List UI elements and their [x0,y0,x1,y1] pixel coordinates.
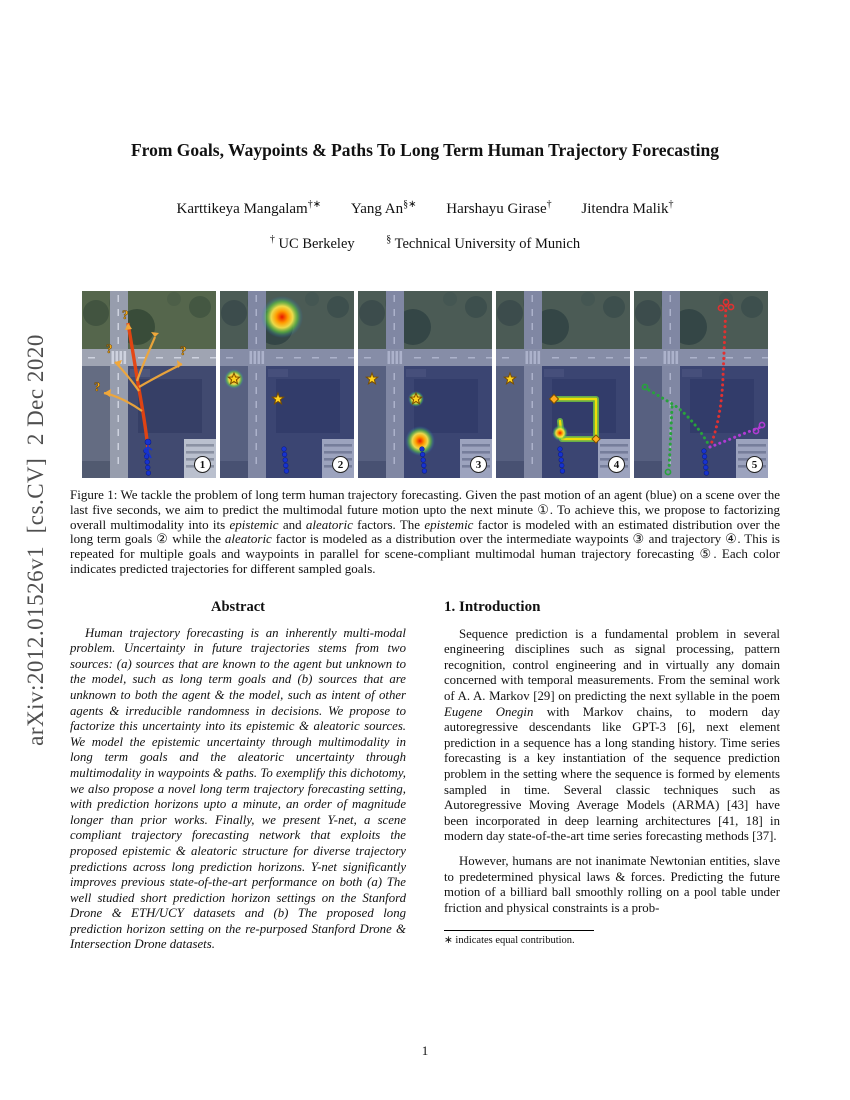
figure-panel-number: 1 [194,456,211,473]
figure-panel-3 [358,291,492,478]
author-name: Jitendra Malik [581,201,669,217]
figure-panel-2 [220,291,354,478]
author [177,201,322,217]
svg-text:?: ? [122,307,129,322]
affiliation [386,236,580,252]
figure-caption: Figure 1: We tackle the problem of long term human trajectory forecasting. Given the past motion of an agent (blue) on a scene over the last five seconds, we aim to predict the multimodal future motion upto the next minute ①. To achieve this, we propose to factorizing overall multimodality into its epistemic and aleatoric factors. The epistemic factor is modeled with an estimated distribution over the long term goals ② while the aleatoric factor is modeled as a distribution over the intermediate waypoints ③ and trajectory ④. This is repeated for multiple goals and waypoints in parallel for scene-compliant multimodal human trajectory forecasting ⑤. Each color indicates predicted trajectories for different sampled goals. [70,487,780,576]
author-name: Harshayu Girase [446,201,547,217]
abstract-text: Human trajectory forecasting is an inherently multi-modal problem. Uncertainty in future trajectories stems from two sources: (a) sources that are known to the agent but unknown to the model, such as long term goals and (b) sources that are unknown to both the agent & the model, such as intent of other agents & irreducible randomness in decisions. We propose to factorize this uncertainty into its epistemic & aleatoric sources. We model the epistemic uncertainty through multimodality in long term goals and the aleatoric uncertainty through multimodality in waypoints & paths. To exemplify this dichotomy, we also propose a novel long term trajectory forecasting setting, with prediction horizons upto a minute, an order of magnitude longer than prior works. Finally, we present Y-net, a scene compliant trajectory forecasting network that exploits the proposed epistemic & aleatoric structure for diverse trajectory predictions across long prediction horizons. Y-net significantly improves previous state-of-the-art performance on both (a) The well studied short prediction horizon settings on the Stanford Drone & ETH/UCY datasets and (b) The proposed long prediction horizon setting on the re-purposed Stanford Drone & Intersection Drone datasets. [70,625,406,952]
introduction-heading: 1. Introduction [444,599,541,615]
author-name: Karttikeya Mangalam [176,201,308,217]
affiliation-line [60,234,790,253]
figure-panel-4 [496,291,630,478]
affiliation-name: UC Berkeley [278,235,355,252]
arxiv-watermark: arXiv:2012.01526v1 [cs.CV] 2 Dec 2020 [23,334,48,746]
aerial-scene-trajectory-distribution-graphic [496,291,630,478]
aerial-scene-multimodal-trajectories-graphic [634,291,768,478]
author-mark: † [546,199,552,210]
author-mark: §∗ [403,199,417,210]
figure-panel-5 [634,291,768,478]
aerial-scene-waypoint-distribution-graphic [358,291,492,478]
svg-text:?: ? [94,379,101,394]
author [581,201,673,217]
author-name: Yang An [350,201,404,217]
author [446,201,551,217]
figure-panel-number: 2 [332,456,349,473]
author [351,201,417,217]
author-mark: † [668,199,674,210]
author-mark: †∗ [307,199,322,210]
footnote-rule [444,930,594,931]
page-number: 1 [421,1043,429,1058]
abstract-heading: Abstract [211,599,265,615]
figure-1 [82,291,768,478]
author-line [60,199,790,218]
aerial-scene-past-motion-graphic [82,291,216,478]
svg-text:?: ? [106,341,113,356]
affiliation-mark: § [386,234,392,245]
figure-panel-number: 5 [746,456,763,473]
introduction-paragraph-2: However, humans are not inanimate Newtonian entities, slave to predetermined physical laws & forces. Predicting the future motion of a billiard ball smoothly rolling on a pool table under friction and physical constraints is a prob- [444,853,780,915]
figure-panel-number: 3 [470,456,487,473]
affiliation [270,236,355,252]
figure-panel-number: 4 [608,456,625,473]
affiliation-mark: † [269,234,275,245]
right-column [444,600,780,947]
figure-panel-1 [82,291,216,478]
aerial-scene-goal-distribution-graphic [220,291,354,478]
svg-text:?: ? [180,343,187,358]
affiliation-name: Technical University of Munich [394,235,581,252]
introduction-paragraph-1: Sequence prediction is a fundamental problem in several engineering disciplines such as signal processing, pattern recognition, control engineering and in virtually any domain concerned with temporal measurements. From the seminal work of A. A. Markov [29] on predicting the next syllable in the poem Eugene Onegin with Markov chains, to modern day autoregressive descendants like GPT-3 [6], next element prediction in a sequence has a long standing history. Time series forecasting is a key instantiation of the sequence prediction problem in the setting where the sequence is formed by elements sampled in time. Several classic techniques such as Autoregressive Moving Average Models (ARMA) [43] have been incorporated in deep learning architectures [41, 18] in modern day state-of-the-art time series forecasting methods [37]. [444,626,780,844]
footnote-text: ∗ indicates equal contribution. [444,935,575,947]
footnote [444,930,780,947]
left-column [70,600,406,953]
page-title: From Goals, Waypoints & Paths To Long Term Human Trajectory Forecasting [130,140,720,160]
